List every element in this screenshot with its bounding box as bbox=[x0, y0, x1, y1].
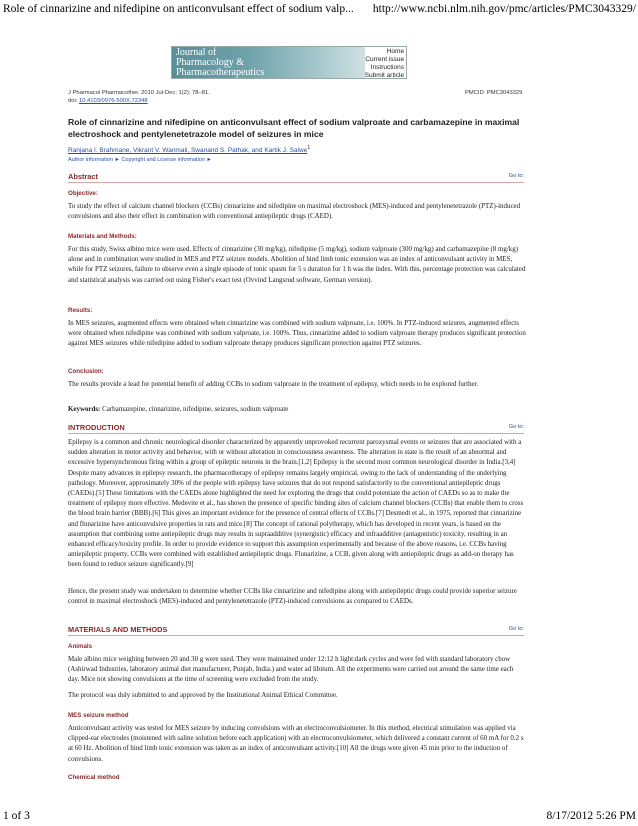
chemical-method-heading: Chemical method bbox=[68, 774, 120, 781]
intro-paragraph-2: Hence, the present study was undertaken to determine whether CCBs like cinnarizine and nifedipine along with antiepileptic drugs could provide superior seizure control in maximal electroshock (MES)-induced and pentylenetetrazole (PTZ)-induced convulsions as compared to CAEDs. bbox=[68, 587, 517, 606]
abstract-heading: Abstract bbox=[68, 172, 98, 181]
journal-nav bbox=[365, 47, 406, 78]
logo-line: Journal of bbox=[176, 47, 217, 58]
methods-text: For this study, Swiss albino mice were used. Effects of cinnarizine (30 mg/kg), nifedipine (5 mg/kg), sodium valproate (300 mg/kg) and carbamazepine (8 mg/kg) alone and in combination were studied in MES and PTZ seizure models. Abolition of hind limb tonic extension was an index of anticonvulsant activity in MES, while for PTZ seizures, failure to observe even a single episode of tonic spasm for 5 s duration for 1 h was the index. With this, percentage protection was calculated and statistical analysis was carried out using Fisher's exact test (Ovvind Langsrud software, German version). bbox=[68, 245, 526, 284]
author-list bbox=[68, 145, 310, 154]
print-title: Role of cinnarizine and nifedipine on anticonvulsant effect of sodium valp... bbox=[3, 3, 354, 15]
conclusion-text: The results provide a lead for potential benefit of adding CCBs to sodium valproate in the treatment of epilepsy, which needs to be explored further. bbox=[68, 380, 479, 388]
nav-submit-article-link[interactable]: Submit article bbox=[364, 72, 404, 79]
citation: J Pharmacol Pharmacother. 2010 Jul-Dec; 1(2): 78–81. bbox=[68, 90, 210, 96]
page-number: 1 of 3 bbox=[3, 810, 30, 822]
nav-home-link[interactable]: Home bbox=[386, 48, 404, 55]
author-links[interactable]: Ranjana I. Brahmane, Vikrant V. Wanmali, Swanand S. Pathak, and Kartik J. Salwe bbox=[68, 147, 308, 155]
introduction-header bbox=[68, 423, 524, 434]
results-text: In MES seizures, augmented effects were obtained when cinnarizine was combined with sodium valproate, i.e. 100%. In PTZ-induced seizures, augmented effects were obtained when nifedipine was combined with sodium valproate, i.e. 100%. Thus, cinnarizine added to sodium valproate therapy produces significant protection against MES seizures while nifedipine added to sodium valproate therapy produces significant protection against PTZ seizures. bbox=[68, 319, 526, 348]
print-header bbox=[0, 0, 638, 22]
print-url: http://www.ncbi.nlm.nih.gov/pmc/articles/PMC3043329/ bbox=[372, 3, 636, 15]
nav-instructions-link[interactable]: Instructions bbox=[370, 64, 404, 71]
doi-label: doi: bbox=[68, 98, 78, 104]
animals-text: Male albino mice weighing between 20 and 30 g were used. They were maintained under 12:12 h light:dark cycles and were fed with standard laboratory chow (Ashirwad Industries, laboratory animal diet manufacturer, Punjab, India.) and water ad libitum. All the experiments were carried out around the same time each day. Mice not showing convulsions at the time of screening were excluded from the study. bbox=[68, 655, 514, 684]
materials-heading: MATERIALS AND METHODS bbox=[68, 625, 168, 634]
animals-heading: Animals bbox=[68, 643, 93, 650]
logo-line: Pharmacotherapeutics bbox=[176, 67, 265, 78]
intro-paragraph-1: Epilepsy is a common and chronic neurological disorder characterized by apparently unprovoked recurrent paroxysmal events or seizures that are associated with a sudden alteration in motor activity and behavior, with or without alteration in consciousness awareness. The alteration in state is the result of an abnormal and excessive hypersynchronous firing within a group of epileptic neurons in the brain.[1,2] Epilepsy is the second most common neurological disorder in India.[3,4] Despite many advances in epilepsy research, the pharmacotherapy of epilepsy remains largely empirical, owing to the lack of understanding of the underlying pathology. Moreover, approximately 30% of the people with epilepsy have seizures that do not respond satisfactorily to the conventional antiepileptic drugs (CAEDs).[5] These limitations with the CAEDs alone highlighted the need for exploring the drugs that could potentiate the action of CAEDs so as to make the treatment of epilepsy more effective. Medevite et al., has shown the presence of specific binding sites of calcium channel blockers (CCBs) that enable them to cross the blood brain barrier (BBB).[6] This gives an important evidence for the presence of central effects of CCBs.[7] Desmedt et al., in 1975, reported that cinnarizine and flunarizine have anticonvulsive properties in rats and mice.[8] The concept of rational polytherapy, which has developed in recent years, is based on the assumption that combining some antiepileptic drugs may results in supraadditive (synergistic) efficacy and infraadditive (antagonistic) toxicity, resulting in an enhanced efficacy/toxicity profile. In order to provide evidence to support this assumption experimentally and because of the above reasons, i.e. CCBs having antiepileptic property, CCBs were combined with established antiepileptic drugs. Flunarizine, a CCB, given along with antiepileptic drugs as add-on therapy has been found to reduce seizure significantly.[9] bbox=[68, 438, 524, 569]
ethics-text: The protocol was duly submitted to and approved by the Institutional Animal Ethical Committee. bbox=[68, 691, 338, 699]
nav-current-issue-link[interactable]: Current issue bbox=[365, 56, 404, 63]
abstract-header bbox=[68, 172, 524, 183]
author-sup: 1 bbox=[307, 145, 311, 151]
objective-text: To study the effect of calcium channel blockers (CCBs) cinnarizine and nifedipine on maximal electroshock (MES)-induced and pentylenetetrazole (PTZ)-induced convulsions and also their effect in combination with conventional antiepileptic drugs (CAED). bbox=[68, 202, 521, 221]
keywords-text: Carbamazepine, cinnarizine, nifedipine, seizures, sodium valproate bbox=[102, 405, 289, 413]
materials-header bbox=[68, 625, 524, 636]
introduction-heading: INTRODUCTION bbox=[68, 423, 125, 432]
methods-heading: Materials and Methods: bbox=[68, 233, 137, 240]
doi-link[interactable]: 10.4103/0976-500X.72348 bbox=[78, 98, 148, 104]
mes-text: Anticonvulsant activity was tested for MES seizure by inducing convulsions with an electroconvulsiometer. In this method, electrical stimulation was applied via clipped-ear electrodes (moistened with saline solution before each application) with an electroconvulsiometer, which delivered a constant current of 60 mA for 0.2 s at 60 Hz. Abolition of hind limb tonic extension was taken as an index of anticonvulsant activity.[10] All the drugs were given 45 min prior to the induction of convulsions. bbox=[68, 724, 524, 763]
keywords-label: Keywords: bbox=[68, 405, 101, 413]
journal-logo[interactable] bbox=[172, 47, 365, 78]
goto-link[interactable]: Go to: bbox=[508, 626, 524, 632]
results-heading: Results: bbox=[68, 307, 93, 314]
pmcid: PMCID: PMC3043329 bbox=[465, 90, 523, 96]
article-title: Role of cinnarizine and nifedipine on anticonvulsant effect of sodium valproate and carbamazepine in maximal electroshock and pentylenetetrazole model of seizures in mice bbox=[68, 117, 520, 139]
logo-line: Pharmacology & bbox=[176, 57, 245, 68]
doi-line bbox=[68, 98, 148, 104]
goto-link[interactable]: Go to: bbox=[508, 173, 524, 179]
objective-heading: Objective: bbox=[68, 190, 98, 197]
print-footer bbox=[0, 810, 638, 826]
goto-link[interactable]: Go to: bbox=[508, 424, 524, 430]
mes-heading: MES seizure method bbox=[68, 712, 129, 719]
journal-banner bbox=[171, 46, 407, 79]
keywords bbox=[68, 404, 526, 414]
print-datetime: 8/17/2012 5:26 PM bbox=[546, 810, 636, 822]
author-info-link[interactable]: Author information ► Copyright and License information ► bbox=[68, 157, 212, 163]
conclusion-heading: Conclusion: bbox=[68, 368, 104, 375]
